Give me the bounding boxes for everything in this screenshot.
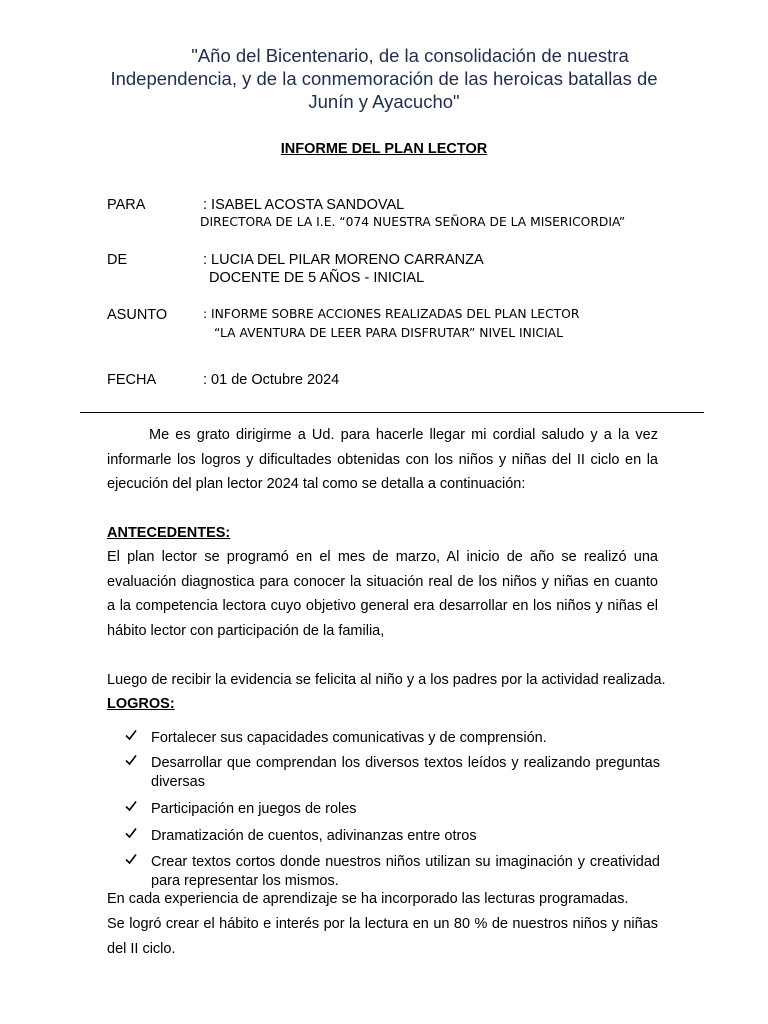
- logro-text: Dramatización de cuentos, adivinanzas entre otros: [151, 828, 477, 844]
- motto: [100, 44, 668, 113]
- para-value-position: DIRECTORA DE LA I.E. “074 NUESTRA SEÑORA DE LA MISERICORDIA”: [200, 215, 626, 229]
- header-divider: [80, 412, 704, 413]
- logro-text: Fortalecer sus capacidades comunicativas y de comprensión.: [151, 730, 547, 746]
- experiencia-text: En cada experiencia de aprendizaje se ha incorporado las lecturas programadas.: [107, 891, 629, 907]
- motto-line-3: Junín y Ayacucho": [308, 91, 460, 112]
- fecha-value: : 01 de Octubre 2024: [203, 372, 340, 388]
- de-value: : LUCIA DEL PILAR MORENO CARRANZA: [203, 252, 484, 268]
- habito-paragraph: Se logró crear el hábito e interés por la lectura en un 80 % de nuestros niños y niñas del II ciclo.: [107, 916, 658, 957]
- check-mark-icon: [124, 728, 138, 742]
- de-value-position: DOCENTE DE 5 AÑOS - INICIAL: [209, 270, 425, 286]
- antecedentes-paragraph: El plan lector se programó en el mes de marzo, Al inicio de año se realizó una evaluación diagnostica para conocer la situación real de los niños y niñas en cuanto a la competencia lectora cuyo objetivo general era desarrollar en los niños y niñas el hábito lector con participación de la familia,: [107, 549, 658, 639]
- antecedentes-heading: ANTECEDENTES:: [107, 525, 231, 541]
- asunto-value-title: “LA AVENTURA DE LEER PARA DISFRUTAR” NIVEL INICIAL: [214, 326, 563, 340]
- check-mark-icon: [124, 826, 138, 840]
- intro-paragraph: [107, 423, 658, 497]
- intro-text: Me es grato dirigirme a Ud. para hacerle llegar mi cordial saludo y a la vez informarle los logros y dificultades obtenidas con los niños y niñas del II ciclo en la ejecución del plan lector 2024 tal como se detalla a continuación:: [107, 427, 658, 492]
- document-title: INFORME DEL PLAN LECTOR: [280, 141, 488, 157]
- de-label: DE: [107, 252, 128, 268]
- felicita-text: Luego de recibir la evidencia se felicita al niño y a los padres por la actividad realizada.: [107, 672, 666, 688]
- check-mark-icon: [124, 852, 138, 866]
- motto-line-2: Independencia, y de la conmemoración de las heroicas batallas de: [110, 68, 658, 89]
- fecha-label: FECHA: [107, 372, 157, 388]
- check-mark-icon: [124, 799, 138, 813]
- para-value: : ISABEL ACOSTA SANDOVAL: [203, 197, 405, 213]
- asunto-label: ASUNTO: [107, 307, 168, 323]
- logros-heading: LOGROS:: [107, 696, 175, 712]
- motto-line-1: "Año del Bicentenario, de la consolidación de nuestra: [191, 45, 629, 66]
- logro-text: Participación en juegos de roles: [151, 801, 357, 817]
- para-label: PARA: [107, 197, 146, 213]
- asunto-value: : INFORME SOBRE ACCIONES REALIZADAS DEL PLAN LECTOR: [203, 307, 580, 321]
- logro-text: Crear textos cortos donde nuestros niños utilizan su imaginación y creatividad para representar los mismos.: [151, 854, 660, 889]
- logro-text: Desarrollar que comprendan los diversos textos leídos y realizando preguntas diversas: [151, 755, 660, 790]
- check-mark-icon: [124, 753, 138, 767]
